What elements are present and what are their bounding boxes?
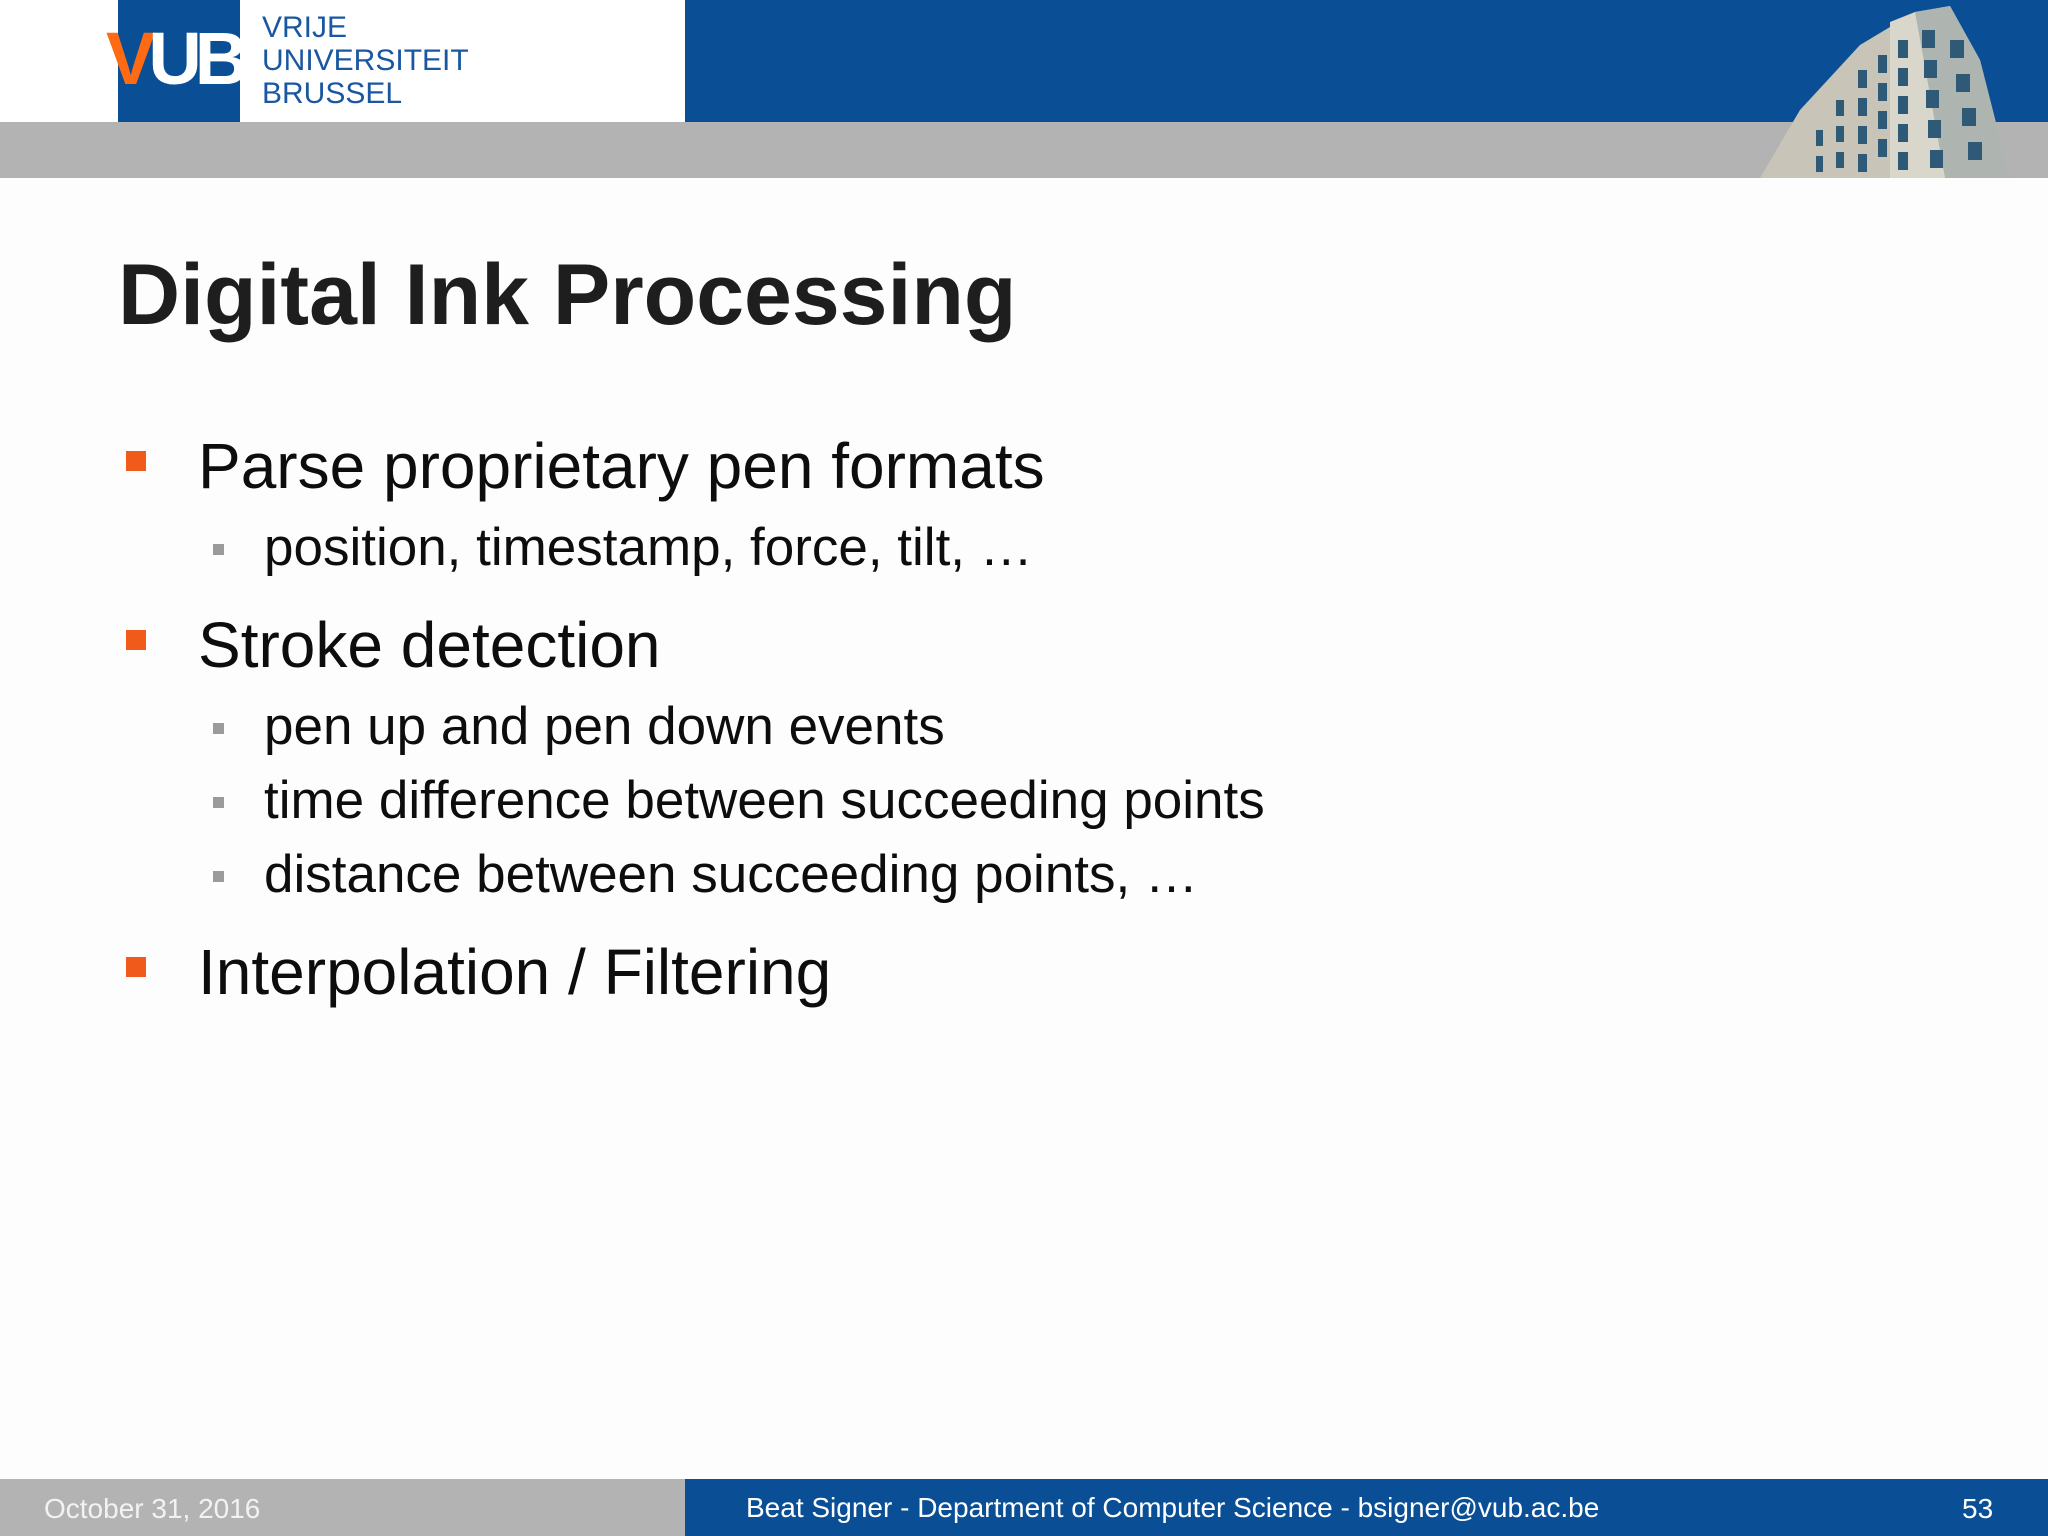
bullet-item: Stroke detection [198, 609, 661, 681]
orange-bullet-icon [126, 630, 146, 650]
vub-logo-mark: VUB [106, 17, 242, 100]
building-photo [1740, 0, 2010, 178]
university-name-line: VRIJE [262, 11, 348, 44]
sub-bullet-item: time difference between succeeding points [264, 771, 1265, 830]
grey-subbullet-icon [213, 544, 224, 555]
grey-subbullet-icon [213, 871, 224, 882]
grey-subbullet-icon [213, 797, 224, 808]
grey-subbullet-icon [213, 723, 224, 734]
university-name [262, 11, 469, 110]
bullet-item: Parse proprietary pen formats [198, 430, 1045, 502]
sub-bullet-item: position, timestamp, force, tilt, … [264, 518, 1033, 577]
university-name-line: UNIVERSITEIT [262, 44, 469, 77]
footer-author-line: Beat Signer - Department of Computer Science - bsigner@vub.ac.be [746, 1492, 1600, 1523]
orange-bullet-icon [126, 957, 146, 977]
sub-bullet-item: pen up and pen down events [264, 697, 945, 756]
bullet-item: Interpolation / Filtering [198, 936, 832, 1008]
university-name-line: BRUSSEL [262, 77, 403, 110]
sub-bullet-item: distance between succeeding points, … [264, 845, 1198, 904]
page-number: 53 [1962, 1493, 1994, 1524]
orange-bullet-icon [126, 451, 146, 471]
footer-date: October 31, 2016 [44, 1493, 261, 1524]
slide-title: Digital Ink Processing [118, 247, 1017, 343]
